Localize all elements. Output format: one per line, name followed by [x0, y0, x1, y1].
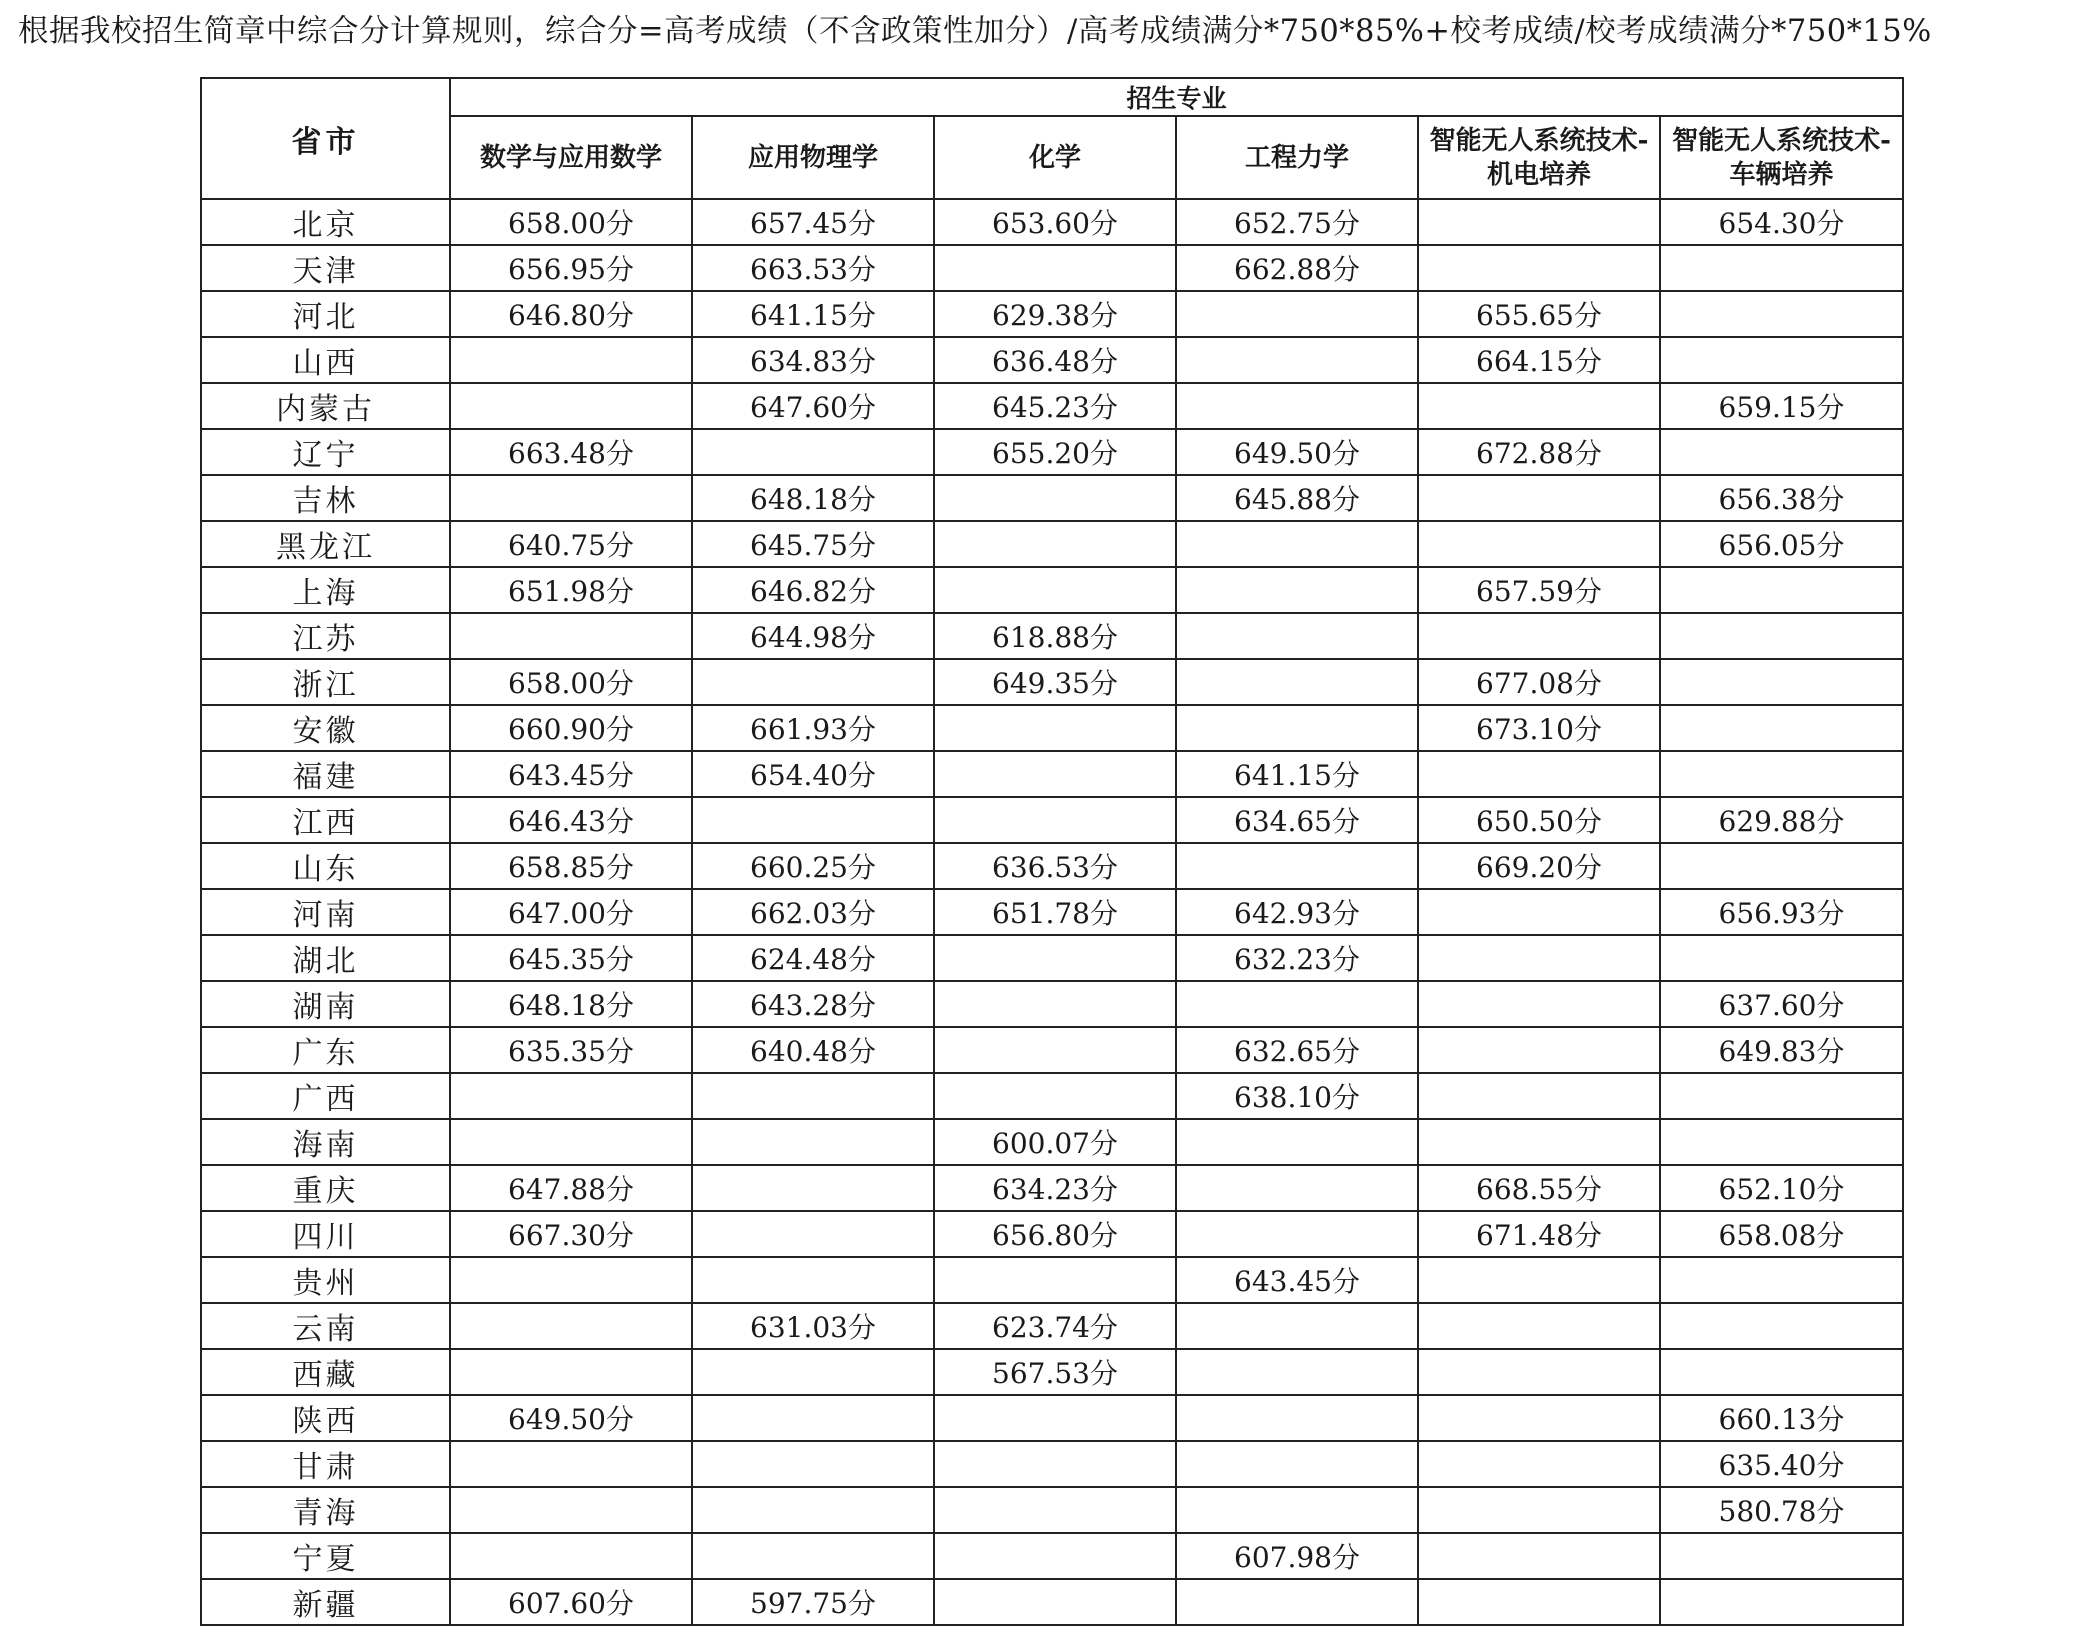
table-row — [201, 475, 1903, 521]
score-cell — [692, 1533, 934, 1579]
province-cell: 辽宁 — [201, 429, 450, 475]
table-row — [201, 1303, 1903, 1349]
score-cell — [1418, 199, 1660, 245]
score-cell — [1660, 935, 1903, 981]
score-cell: 632.65分 — [1176, 1027, 1418, 1073]
score-cell: 641.15分 — [692, 291, 934, 337]
table-row — [201, 843, 1903, 889]
score-cell — [692, 659, 934, 705]
score-cell — [1418, 1257, 1660, 1303]
table-row — [201, 245, 1903, 291]
major-header-math: 数学与应用数学 — [450, 116, 692, 199]
score-cell — [1418, 889, 1660, 935]
table-row — [201, 797, 1903, 843]
score-cell: 649.50分 — [450, 1395, 692, 1441]
province-cell: 云南 — [201, 1303, 450, 1349]
score-cell: 640.75分 — [450, 521, 692, 567]
table-row — [201, 751, 1903, 797]
province-cell: 吉林 — [201, 475, 450, 521]
score-cell — [692, 1119, 934, 1165]
score-cell — [1176, 383, 1418, 429]
province-cell: 北京 — [201, 199, 450, 245]
table-row — [201, 613, 1903, 659]
major-header-mechanics: 工程力学 — [1176, 116, 1418, 199]
score-cell — [1176, 567, 1418, 613]
score-cell — [934, 521, 1176, 567]
province-cell: 山东 — [201, 843, 450, 889]
score-cell: 657.59分 — [1418, 567, 1660, 613]
score-cell: 663.53分 — [692, 245, 934, 291]
score-cell: 637.60分 — [1660, 981, 1903, 1027]
score-cell — [1660, 659, 1903, 705]
table-row — [201, 981, 1903, 1027]
score-cell — [1176, 659, 1418, 705]
table-row — [201, 1073, 1903, 1119]
score-cell — [1418, 1579, 1660, 1625]
score-cell: 597.75分 — [692, 1579, 934, 1625]
score-cell: 669.20分 — [1418, 843, 1660, 889]
score-cell — [692, 1165, 934, 1211]
score-cell: 668.55分 — [1418, 1165, 1660, 1211]
major-header-unmanned-mechatronics: 智能无人系统技术-机电培养 — [1418, 116, 1660, 199]
score-cell: 658.00分 — [450, 199, 692, 245]
table-row — [201, 291, 1903, 337]
score-cell — [1660, 1303, 1903, 1349]
score-cell — [692, 1487, 934, 1533]
score-cell: 672.88分 — [1418, 429, 1660, 475]
score-cell — [1660, 705, 1903, 751]
table-row — [201, 1579, 1903, 1625]
score-cell: 648.18分 — [692, 475, 934, 521]
table-row — [201, 383, 1903, 429]
score-cell — [1660, 1579, 1903, 1625]
score-cell — [1418, 1533, 1660, 1579]
province-cell: 浙江 — [201, 659, 450, 705]
score-cell: 651.98分 — [450, 567, 692, 613]
score-cell — [1418, 245, 1660, 291]
score-cell: 660.13分 — [1660, 1395, 1903, 1441]
score-cell: 636.48分 — [934, 337, 1176, 383]
province-cell: 甘肃 — [201, 1441, 450, 1487]
score-cell — [1660, 843, 1903, 889]
score-cell: 632.23分 — [1176, 935, 1418, 981]
score-cell — [450, 1533, 692, 1579]
score-cell: 661.93分 — [692, 705, 934, 751]
score-cell — [692, 1349, 934, 1395]
score-cell: 618.88分 — [934, 613, 1176, 659]
score-cell: 658.85分 — [450, 843, 692, 889]
score-cell: 667.30分 — [450, 1211, 692, 1257]
score-cell — [1176, 1211, 1418, 1257]
score-cell — [1660, 751, 1903, 797]
score-cell: 650.50分 — [1418, 797, 1660, 843]
score-cell: 657.45分 — [692, 199, 934, 245]
major-group-header: 招生专业 — [450, 78, 1903, 116]
score-cell — [1418, 1441, 1660, 1487]
province-cell: 湖南 — [201, 981, 450, 1027]
score-cell — [450, 1119, 692, 1165]
province-cell: 内蒙古 — [201, 383, 450, 429]
score-cell: 634.23分 — [934, 1165, 1176, 1211]
score-cell: 671.48分 — [1418, 1211, 1660, 1257]
score-cell — [450, 1073, 692, 1119]
score-cell — [1660, 1119, 1903, 1165]
score-cell — [1418, 1487, 1660, 1533]
province-cell: 新疆 — [201, 1579, 450, 1625]
score-cell: 638.10分 — [1176, 1073, 1418, 1119]
province-cell: 青海 — [201, 1487, 450, 1533]
score-cell — [1660, 613, 1903, 659]
score-cell: 645.35分 — [450, 935, 692, 981]
score-table-body — [201, 199, 1903, 1625]
province-column-header: 省市 — [201, 78, 450, 199]
score-cell: 634.83分 — [692, 337, 934, 383]
major-header-unmanned-vehicle: 智能无人系统技术-车辆培养 — [1660, 116, 1903, 199]
score-cell — [1176, 521, 1418, 567]
score-cell — [1176, 1395, 1418, 1441]
score-cell — [934, 981, 1176, 1027]
score-cell: 647.88分 — [450, 1165, 692, 1211]
score-cell — [1418, 1395, 1660, 1441]
score-cell — [450, 1257, 692, 1303]
score-cell: 629.88分 — [1660, 797, 1903, 843]
score-cell: 677.08分 — [1418, 659, 1660, 705]
score-cell — [934, 1533, 1176, 1579]
score-cell — [692, 429, 934, 475]
score-cell — [934, 475, 1176, 521]
score-cell — [450, 1487, 692, 1533]
table-row — [201, 659, 1903, 705]
table-row — [201, 1533, 1903, 1579]
score-cell — [1660, 337, 1903, 383]
score-cell — [1176, 981, 1418, 1027]
province-cell: 湖北 — [201, 935, 450, 981]
score-cell: 656.80分 — [934, 1211, 1176, 1257]
province-cell: 四川 — [201, 1211, 450, 1257]
province-cell: 福建 — [201, 751, 450, 797]
score-cell: 652.75分 — [1176, 199, 1418, 245]
major-header-chemistry: 化学 — [934, 116, 1176, 199]
table-row — [201, 1165, 1903, 1211]
score-cell — [1418, 935, 1660, 981]
score-cell — [1176, 843, 1418, 889]
table-row — [201, 1119, 1903, 1165]
score-cell: 656.93分 — [1660, 889, 1903, 935]
score-cell: 654.30分 — [1660, 199, 1903, 245]
score-cell — [934, 1487, 1176, 1533]
province-cell: 宁夏 — [201, 1533, 450, 1579]
score-cell: 660.25分 — [692, 843, 934, 889]
score-cell: 646.82分 — [692, 567, 934, 613]
score-cell — [1660, 1073, 1903, 1119]
admission-score-table — [200, 77, 1904, 1626]
score-cell: 636.53分 — [934, 843, 1176, 889]
score-cell: 664.15分 — [1418, 337, 1660, 383]
score-cell: 660.90分 — [450, 705, 692, 751]
score-cell: 641.15分 — [1176, 751, 1418, 797]
score-cell — [1176, 1303, 1418, 1349]
score-cell — [692, 1441, 934, 1487]
score-cell: 648.18分 — [450, 981, 692, 1027]
score-cell: 644.98分 — [692, 613, 934, 659]
score-cell: 607.60分 — [450, 1579, 692, 1625]
page-caption: 根据我校招生简章中综合分计算规则，综合分=高考成绩（不含政策性加分）/高考成绩满分*750*85%+校考成绩/校考成绩满分*750*15% — [18, 14, 1932, 49]
province-cell: 广西 — [201, 1073, 450, 1119]
score-cell — [450, 1441, 692, 1487]
score-cell — [1176, 1119, 1418, 1165]
score-cell: 654.40分 — [692, 751, 934, 797]
score-cell — [1176, 1441, 1418, 1487]
score-cell: 643.45分 — [1176, 1257, 1418, 1303]
score-cell — [1660, 245, 1903, 291]
province-cell: 西藏 — [201, 1349, 450, 1395]
major-header-physics: 应用物理学 — [692, 116, 934, 199]
score-cell — [1418, 383, 1660, 429]
score-cell: 647.60分 — [692, 383, 934, 429]
score-cell — [692, 797, 934, 843]
province-cell: 山西 — [201, 337, 450, 383]
score-cell: 646.43分 — [450, 797, 692, 843]
table-row — [201, 1027, 1903, 1073]
score-cell: 655.20分 — [934, 429, 1176, 475]
table-row — [201, 521, 1903, 567]
score-cell: 658.08分 — [1660, 1211, 1903, 1257]
score-cell — [1418, 1349, 1660, 1395]
score-cell: 645.88分 — [1176, 475, 1418, 521]
score-cell — [1660, 1349, 1903, 1395]
score-cell — [692, 1395, 934, 1441]
score-cell — [1418, 1303, 1660, 1349]
score-cell: 640.48分 — [692, 1027, 934, 1073]
score-cell: 656.38分 — [1660, 475, 1903, 521]
score-cell — [1660, 1257, 1903, 1303]
score-cell: 643.28分 — [692, 981, 934, 1027]
score-cell: 647.00分 — [450, 889, 692, 935]
score-cell — [450, 383, 692, 429]
score-cell — [450, 613, 692, 659]
score-cell — [1418, 981, 1660, 1027]
score-cell — [1660, 1533, 1903, 1579]
score-cell: 652.10分 — [1660, 1165, 1903, 1211]
score-cell — [934, 1027, 1176, 1073]
score-cell — [1418, 1073, 1660, 1119]
province-cell: 贵州 — [201, 1257, 450, 1303]
score-cell — [1418, 1119, 1660, 1165]
score-cell — [450, 337, 692, 383]
score-cell — [1660, 291, 1903, 337]
score-cell: 656.95分 — [450, 245, 692, 291]
score-cell: 634.65分 — [1176, 797, 1418, 843]
score-cell — [450, 475, 692, 521]
province-cell: 上海 — [201, 567, 450, 613]
score-cell — [450, 1303, 692, 1349]
province-cell: 江苏 — [201, 613, 450, 659]
score-cell — [1418, 521, 1660, 567]
score-cell: 649.35分 — [934, 659, 1176, 705]
score-cell — [1176, 337, 1418, 383]
score-cell: 662.88分 — [1176, 245, 1418, 291]
score-cell — [1176, 1165, 1418, 1211]
table-row — [201, 889, 1903, 935]
score-cell: 635.40分 — [1660, 1441, 1903, 1487]
score-cell — [934, 1395, 1176, 1441]
province-cell: 江西 — [201, 797, 450, 843]
score-cell — [1176, 1579, 1418, 1625]
score-cell: 629.38分 — [934, 291, 1176, 337]
province-cell: 重庆 — [201, 1165, 450, 1211]
score-cell — [934, 751, 1176, 797]
score-cell: 607.98分 — [1176, 1533, 1418, 1579]
score-cell — [1418, 475, 1660, 521]
table-row — [201, 337, 1903, 383]
score-cell — [1176, 1487, 1418, 1533]
table-row — [201, 1211, 1903, 1257]
score-cell: 643.45分 — [450, 751, 692, 797]
province-cell: 河北 — [201, 291, 450, 337]
score-cell: 631.03分 — [692, 1303, 934, 1349]
score-cell — [934, 797, 1176, 843]
score-cell — [934, 245, 1176, 291]
score-cell — [1660, 567, 1903, 613]
score-cell — [692, 1211, 934, 1257]
score-cell: 646.80分 — [450, 291, 692, 337]
score-cell: 645.23分 — [934, 383, 1176, 429]
score-cell — [1418, 613, 1660, 659]
score-cell: 623.74分 — [934, 1303, 1176, 1349]
table-row — [201, 199, 1903, 245]
province-cell: 天津 — [201, 245, 450, 291]
province-cell: 黑龙江 — [201, 521, 450, 567]
score-cell: 651.78分 — [934, 889, 1176, 935]
score-cell: 635.35分 — [450, 1027, 692, 1073]
score-cell: 649.83分 — [1660, 1027, 1903, 1073]
score-cell: 658.00分 — [450, 659, 692, 705]
table-row — [201, 1349, 1903, 1395]
score-cell: 580.78分 — [1660, 1487, 1903, 1533]
score-cell — [934, 1073, 1176, 1119]
province-cell: 海南 — [201, 1119, 450, 1165]
score-cell: 653.60分 — [934, 199, 1176, 245]
score-cell: 655.65分 — [1418, 291, 1660, 337]
score-cell: 600.07分 — [934, 1119, 1176, 1165]
table-row — [201, 1395, 1903, 1441]
table-row — [201, 705, 1903, 751]
score-cell — [934, 1257, 1176, 1303]
score-cell: 659.15分 — [1660, 383, 1903, 429]
table-row — [201, 1487, 1903, 1533]
score-cell: 663.48分 — [450, 429, 692, 475]
province-cell: 安徽 — [201, 705, 450, 751]
score-cell: 656.05分 — [1660, 521, 1903, 567]
score-cell: 642.93分 — [1176, 889, 1418, 935]
province-cell: 陕西 — [201, 1395, 450, 1441]
table-row — [201, 1257, 1903, 1303]
score-cell — [1176, 613, 1418, 659]
score-cell: 567.53分 — [934, 1349, 1176, 1395]
score-cell: 662.03分 — [692, 889, 934, 935]
province-cell: 广东 — [201, 1027, 450, 1073]
score-cell — [1418, 1027, 1660, 1073]
score-cell — [934, 935, 1176, 981]
score-cell — [692, 1073, 934, 1119]
score-cell — [934, 567, 1176, 613]
table-row — [201, 935, 1903, 981]
score-cell — [1660, 429, 1903, 475]
score-cell — [1176, 705, 1418, 751]
table-row — [201, 429, 1903, 475]
score-cell — [450, 1349, 692, 1395]
score-cell — [692, 1257, 934, 1303]
score-cell — [1176, 1349, 1418, 1395]
score-cell — [1176, 291, 1418, 337]
score-cell: 649.50分 — [1176, 429, 1418, 475]
province-cell: 河南 — [201, 889, 450, 935]
score-cell — [934, 1579, 1176, 1625]
score-cell: 624.48分 — [692, 935, 934, 981]
table-row — [201, 1441, 1903, 1487]
score-cell: 673.10分 — [1418, 705, 1660, 751]
table-row — [201, 567, 1903, 613]
score-cell — [1418, 751, 1660, 797]
score-cell: 645.75分 — [692, 521, 934, 567]
score-cell — [934, 1441, 1176, 1487]
score-cell — [934, 705, 1176, 751]
